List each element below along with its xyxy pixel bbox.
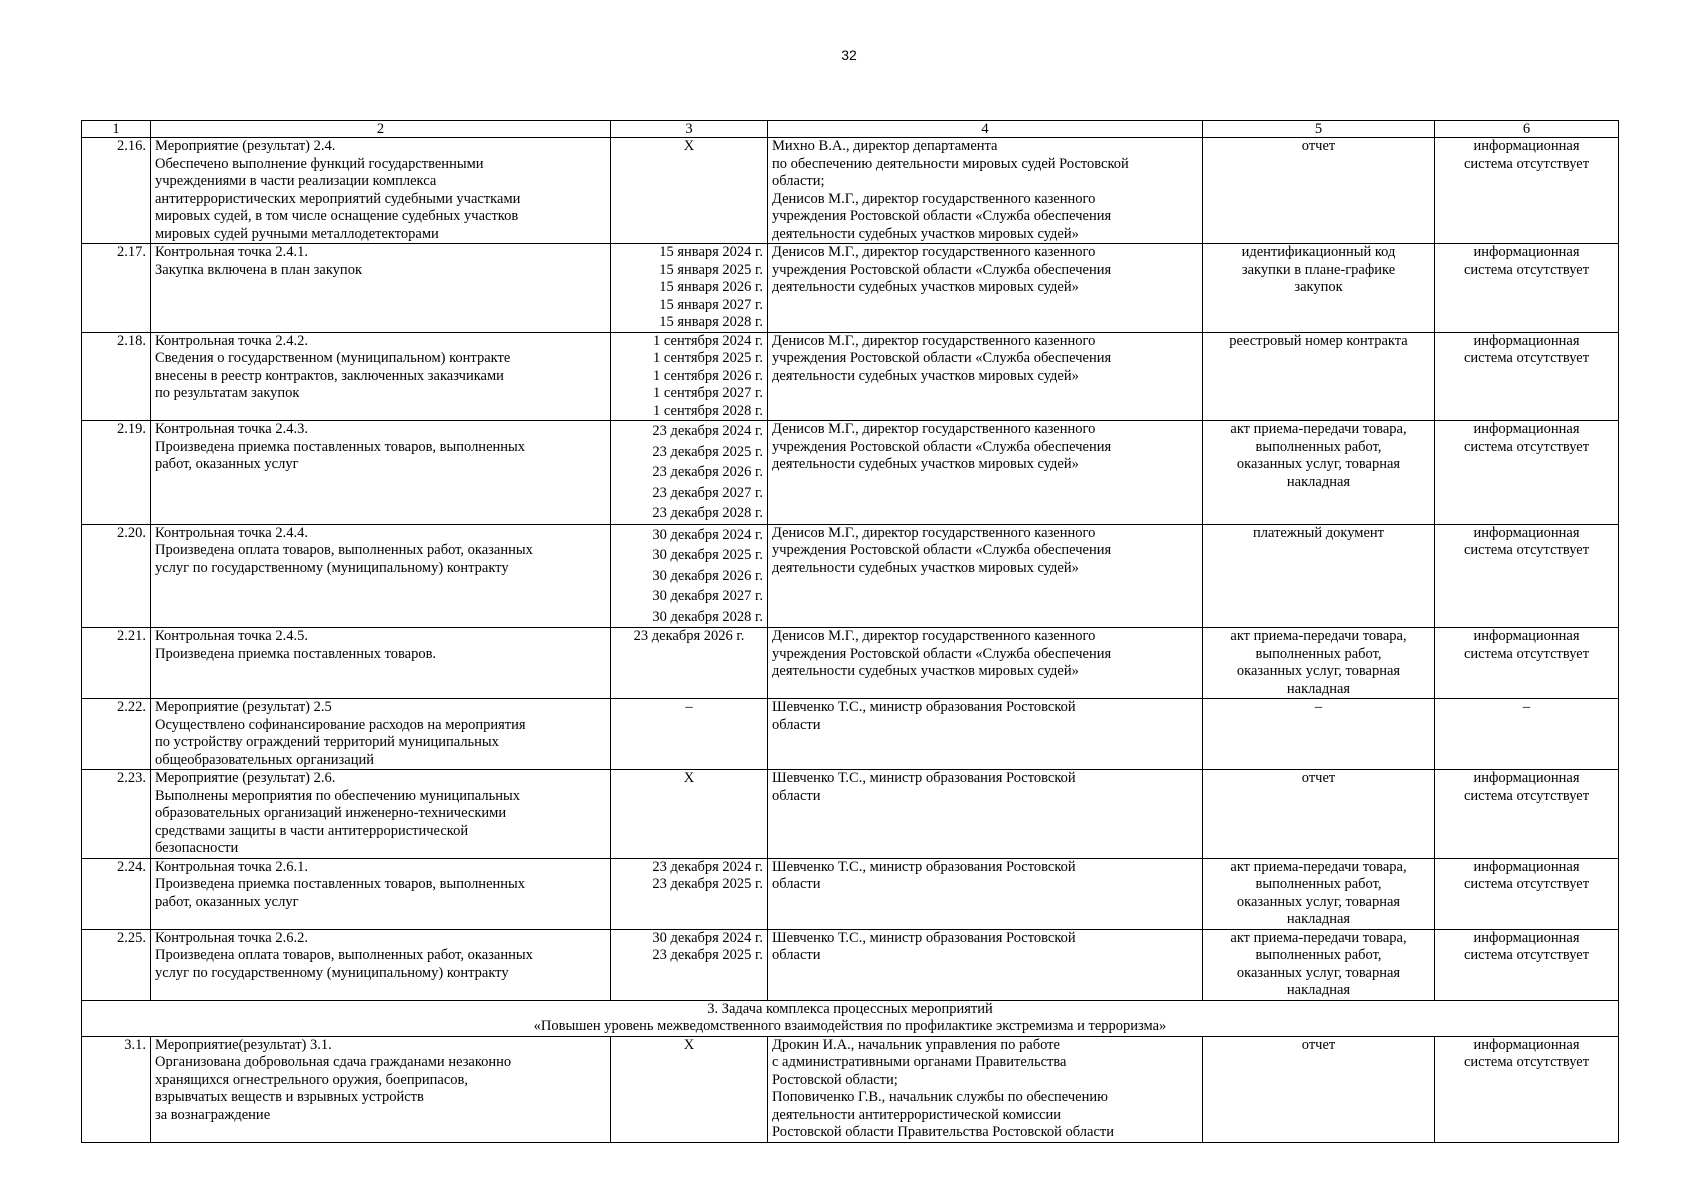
cell-line: Денисов М.Г., директор государственного казенного bbox=[772, 421, 1096, 437]
row-number-cell: 2.18. bbox=[82, 332, 151, 421]
cell-line: 15 января 2025 г. bbox=[659, 261, 763, 278]
document-cell bbox=[1203, 332, 1435, 421]
cell-line: Осуществлено софинансирование расходов на мероприятия bbox=[155, 716, 526, 733]
date-cell bbox=[611, 421, 768, 525]
cell-line: 3. Задача комплекса процессных мероприятий bbox=[707, 1000, 993, 1017]
document-cell bbox=[1203, 138, 1435, 244]
table-row bbox=[82, 628, 1619, 699]
description-cell bbox=[151, 421, 611, 525]
cell-line: отчет bbox=[1301, 1036, 1336, 1053]
table-row bbox=[82, 524, 1619, 628]
table-body bbox=[82, 121, 1619, 1143]
column-header: 1 bbox=[82, 121, 151, 138]
cell-line: Контрольная точка 2.6.1. bbox=[155, 858, 308, 875]
table-row bbox=[82, 332, 1619, 421]
cell-line: Шевченко Т.С., министр образования Ростовской bbox=[772, 699, 1076, 715]
page-number: 32 bbox=[841, 47, 857, 63]
cell-line: Денисов М.Г., директор государственного казенного bbox=[772, 332, 1096, 349]
row-number-cell: 2.16. bbox=[82, 138, 151, 244]
cell-line: – bbox=[1522, 699, 1531, 715]
cell-line: накладная bbox=[1286, 680, 1351, 697]
cell-line: оказанных услуг, товарная bbox=[1236, 893, 1401, 910]
info-system-cell bbox=[1435, 421, 1619, 525]
cell-line: мировых судей, в том числе оснащение судебных участков bbox=[155, 208, 519, 224]
cell-line: учреждения Ростовской области «Служба обеспечения bbox=[772, 542, 1112, 558]
cell-line: идентификационный код bbox=[1241, 244, 1396, 260]
cell-line: выполненных работ, bbox=[1255, 438, 1382, 455]
cell-line: 15 января 2024 г. bbox=[659, 244, 763, 260]
row-number-cell: 2.19. bbox=[82, 421, 151, 525]
cell-line: 1 сентября 2025 г. bbox=[653, 350, 763, 366]
date-cell bbox=[611, 858, 768, 929]
cell-line: по устройству ограждений территорий муниципальных bbox=[155, 734, 499, 750]
cell-line: учреждения Ростовской области «Служба обеспечения bbox=[772, 208, 1112, 224]
document-cell bbox=[1203, 421, 1435, 525]
cell-line: система отсутствует bbox=[1463, 350, 1590, 366]
cell-line: закупок bbox=[1294, 279, 1343, 295]
cell-line: Денисов М.Г., директор государственного казенного bbox=[772, 628, 1096, 644]
info-system-cell bbox=[1435, 929, 1619, 1000]
cell-line: – bbox=[685, 699, 693, 715]
cell-line: оказанных услуг, товарная bbox=[1236, 964, 1401, 981]
row-number-cell: 2.22. bbox=[82, 699, 151, 770]
cell-line: система отсутствует bbox=[1463, 947, 1590, 963]
cell-line: информационная bbox=[1473, 858, 1580, 875]
cell-line: деятельности судебных участков мировых судей» bbox=[772, 456, 1079, 472]
cell-line: 30 декабря 2028 г. bbox=[652, 608, 763, 625]
cell-line: оказанных услуг, товарная bbox=[1236, 456, 1401, 472]
cell-line: 1 сентября 2024 г. bbox=[653, 332, 763, 349]
cell-line: 23 декабря 2025 г. bbox=[652, 876, 763, 892]
cell-line: акт приема-передачи товара, bbox=[1230, 858, 1407, 875]
info-system-cell bbox=[1435, 699, 1619, 770]
cell-line: X bbox=[683, 770, 695, 786]
cell-line: услуг по государственному (муниципальному) контракту bbox=[155, 559, 509, 576]
cell-line: Денисов М.Г., директор государственного казенного bbox=[772, 244, 1096, 260]
cell-line: Произведена приемка поставленных товаров, выполненных bbox=[155, 876, 526, 892]
cell-line: работ, оказанных услуг bbox=[155, 893, 299, 910]
cell-line: 23 декабря 2025 г. bbox=[652, 947, 763, 963]
cell-line: 15 января 2026 г. bbox=[659, 279, 763, 295]
cell-line: услуг по государственному (муниципальному) контракту bbox=[155, 964, 509, 981]
document-cell bbox=[1203, 244, 1435, 333]
cell-line: с административными органами Правительства bbox=[772, 1054, 1067, 1070]
cell-line: система отсутствует bbox=[1463, 155, 1590, 172]
responsible-cell bbox=[768, 1036, 1203, 1142]
description-cell bbox=[151, 929, 611, 1000]
cell-line: Шевченко Т.С., министр образования Ростовской bbox=[772, 929, 1076, 946]
info-system-cell bbox=[1435, 628, 1619, 699]
cell-line: накладная bbox=[1286, 911, 1351, 927]
cell-line: Шевченко Т.С., министр образования Ростовской bbox=[772, 858, 1076, 875]
cell-line: области bbox=[772, 716, 821, 733]
document-cell bbox=[1203, 770, 1435, 859]
table-row bbox=[82, 770, 1619, 859]
responsible-cell bbox=[768, 699, 1203, 770]
cell-line: мировых судей ручными металлодетекторами bbox=[155, 225, 439, 242]
row-number-cell: 2.25. bbox=[82, 929, 151, 1000]
cell-line: деятельности антитеррористической комиссии bbox=[772, 1106, 1062, 1123]
cell-line: Мероприятие(результат) 3.1. bbox=[155, 1036, 332, 1053]
date-cell bbox=[611, 699, 768, 770]
cell-line: отчет bbox=[1301, 770, 1336, 786]
document-cell bbox=[1203, 1036, 1435, 1142]
cell-line: Произведена оплата товаров, выполненных работ, оказанных bbox=[155, 542, 533, 558]
cell-line: деятельности судебных участков мировых судей» bbox=[772, 663, 1079, 679]
cell-line: Контрольная точка 2.4.3. bbox=[155, 421, 308, 437]
cell-line: за вознаграждение bbox=[155, 1106, 271, 1123]
cell-line: Произведена оплата товаров, выполненных работ, оказанных bbox=[155, 947, 533, 963]
cell-line: антитеррористических мероприятий судебными участками bbox=[155, 190, 521, 207]
cell-line: Выполнены мероприятия по обеспечению муниципальных bbox=[155, 787, 520, 804]
cell-line: накладная bbox=[1286, 982, 1351, 998]
table-row bbox=[82, 244, 1619, 333]
column-header: 3 bbox=[611, 121, 768, 138]
responsible-cell bbox=[768, 770, 1203, 859]
cell-line: Контрольная точка 2.4.4. bbox=[155, 524, 308, 541]
responsible-cell bbox=[768, 628, 1203, 699]
cell-line: система отсутствует bbox=[1463, 1054, 1590, 1070]
cell-line: взрывчатых веществ и взрывных устройств bbox=[155, 1089, 424, 1105]
responsible-cell bbox=[768, 421, 1203, 525]
cell-line: 23 декабря 2026 г. bbox=[633, 628, 745, 644]
section-heading-row bbox=[82, 1000, 1619, 1036]
responsible-cell bbox=[768, 524, 1203, 628]
cell-line: X bbox=[683, 1036, 695, 1053]
cell-line: безопасности bbox=[155, 840, 239, 856]
cell-line: Организована добровольная сдача гражданами незаконно bbox=[155, 1054, 512, 1070]
cell-line: «Повышен уровень межведомственного взаимодействия по профилактике экстремизма и терроризма» bbox=[533, 1018, 1167, 1034]
cell-line: учреждениями в части реализации комплекса bbox=[155, 173, 437, 189]
cell-line: закупки в плане-графике bbox=[1241, 261, 1396, 278]
cell-line: Шевченко Т.С., министр образования Ростовской bbox=[772, 770, 1076, 786]
cell-line: информационная bbox=[1473, 421, 1580, 437]
cell-line: внесены в реестр контрактов, заключенных заказчиками bbox=[155, 367, 504, 384]
cell-line: Ростовской области Правительства Ростовской области bbox=[772, 1124, 1115, 1140]
cell-line: 1 сентября 2028 г. bbox=[653, 402, 763, 419]
cell-line: система отсутствует bbox=[1463, 787, 1590, 804]
cell-line: выполненных работ, bbox=[1255, 645, 1382, 662]
cell-line: Произведена приемка поставленных товаров, выполненных bbox=[155, 438, 526, 455]
cell-line: реестровый номер контракта bbox=[1229, 332, 1408, 349]
cell-line: по результатам закупок bbox=[155, 385, 300, 401]
cell-line: система отсутствует bbox=[1463, 645, 1590, 662]
cell-line: 15 января 2028 г. bbox=[659, 314, 763, 330]
table-row bbox=[82, 1036, 1619, 1142]
description-cell bbox=[151, 699, 611, 770]
cell-line: 1 сентября 2026 г. bbox=[653, 367, 763, 384]
cell-line: образовательных организаций инженерно-техническими bbox=[155, 805, 507, 821]
column-header: 2 bbox=[151, 121, 611, 138]
cell-line: Поповиченко Г.В., начальник службы по обеспечению bbox=[772, 1089, 1108, 1105]
cell-line: акт приема-передачи товара, bbox=[1230, 421, 1407, 437]
info-system-cell bbox=[1435, 244, 1619, 333]
cell-line: Михно В.А., директор департамента bbox=[772, 138, 998, 154]
cell-line: информационная bbox=[1473, 524, 1580, 541]
cell-line: Ростовской области; bbox=[772, 1071, 898, 1088]
cell-line: учреждения Ростовской области «Служба обеспечения bbox=[772, 645, 1112, 662]
cell-line: информационная bbox=[1473, 138, 1580, 154]
document-cell bbox=[1203, 699, 1435, 770]
date-cell bbox=[611, 332, 768, 421]
cell-line: 30 декабря 2027 г. bbox=[652, 588, 763, 604]
description-cell bbox=[151, 244, 611, 333]
cell-line: Контрольная точка 2.4.2. bbox=[155, 332, 308, 349]
cell-line: учреждения Ростовской области «Служба обеспечения bbox=[772, 350, 1112, 366]
cell-line: система отсутствует bbox=[1463, 438, 1590, 455]
info-system-cell bbox=[1435, 332, 1619, 421]
cell-line: Дрокин И.А., начальник управления по работе bbox=[772, 1036, 1060, 1053]
cell-line: 23 декабря 2024 г. bbox=[652, 858, 763, 875]
cell-line: области bbox=[772, 947, 821, 963]
date-cell bbox=[611, 138, 768, 244]
cell-line: хранящихся огнестрельного оружия, боеприпасов, bbox=[155, 1071, 468, 1088]
cell-line: учреждения Ростовской области «Служба обеспечения bbox=[772, 438, 1112, 455]
cell-line: деятельности судебных участков мировых судей» bbox=[772, 367, 1079, 384]
cell-line: Контрольная точка 2.6.2. bbox=[155, 929, 308, 946]
table-row bbox=[82, 929, 1619, 1000]
cell-line: области bbox=[772, 876, 821, 892]
column-number-header-row bbox=[82, 121, 1619, 138]
cell-line: Мероприятие (результат) 2.4. bbox=[155, 138, 336, 154]
responsible-cell bbox=[768, 858, 1203, 929]
cell-line: система отсутствует bbox=[1463, 261, 1590, 278]
info-system-cell bbox=[1435, 858, 1619, 929]
cell-line: платежный документ bbox=[1253, 524, 1384, 541]
cell-line: Произведена приемка поставленных товаров. bbox=[155, 645, 437, 662]
cell-line: информационная bbox=[1473, 332, 1580, 349]
table-row bbox=[82, 421, 1619, 525]
plan-table bbox=[81, 120, 1619, 1143]
cell-line: общеобразовательных организаций bbox=[155, 751, 374, 768]
description-cell bbox=[151, 138, 611, 244]
cell-line: выполненных работ, bbox=[1255, 876, 1382, 892]
responsible-cell bbox=[768, 332, 1203, 421]
section-heading bbox=[82, 1000, 1619, 1036]
cell-line: 23 декабря 2028 г. bbox=[652, 505, 763, 521]
cell-line: 23 декабря 2027 г. bbox=[652, 484, 763, 501]
row-number-cell: 2.24. bbox=[82, 858, 151, 929]
row-number-cell: 2.23. bbox=[82, 770, 151, 859]
description-cell bbox=[151, 858, 611, 929]
column-header: 5 bbox=[1203, 121, 1435, 138]
cell-line: Денисов М.Г., директор государственного казенного bbox=[772, 524, 1096, 541]
cell-line: акт приема-передачи товара, bbox=[1230, 929, 1407, 946]
row-number-cell: 2.20. bbox=[82, 524, 151, 628]
description-cell bbox=[151, 628, 611, 699]
date-cell bbox=[611, 929, 768, 1000]
cell-line: работ, оказанных услуг bbox=[155, 456, 299, 472]
table-row bbox=[82, 699, 1619, 770]
info-system-cell bbox=[1435, 524, 1619, 628]
column-header: 6 bbox=[1435, 121, 1619, 138]
table-row bbox=[82, 138, 1619, 244]
date-cell bbox=[611, 1036, 768, 1142]
document-cell bbox=[1203, 628, 1435, 699]
description-cell bbox=[151, 332, 611, 421]
info-system-cell bbox=[1435, 770, 1619, 859]
document-cell bbox=[1203, 929, 1435, 1000]
cell-line: по обеспечению деятельности мировых судей Ростовской bbox=[772, 155, 1129, 172]
cell-line: 30 декабря 2024 г. bbox=[652, 526, 763, 543]
description-cell bbox=[151, 1036, 611, 1142]
cell-line: система отсутствует bbox=[1463, 542, 1590, 558]
cell-line: информационная bbox=[1473, 929, 1580, 946]
responsible-cell bbox=[768, 138, 1203, 244]
cell-line: информационная bbox=[1473, 628, 1580, 644]
cell-line: 30 декабря 2024 г. bbox=[652, 929, 763, 946]
description-cell bbox=[151, 770, 611, 859]
cell-line: 30 декабря 2025 г. bbox=[652, 547, 763, 563]
date-cell bbox=[611, 628, 768, 699]
cell-line: акт приема-передачи товара, bbox=[1230, 628, 1407, 644]
cell-line: – bbox=[1314, 699, 1323, 715]
cell-line: 15 января 2027 г. bbox=[659, 296, 763, 313]
cell-line: 1 сентября 2027 г. bbox=[653, 385, 763, 401]
cell-line: 23 декабря 2025 г. bbox=[652, 443, 763, 460]
cell-line: деятельности судебных участков мировых судей» bbox=[772, 559, 1079, 576]
cell-line: оказанных услуг, товарная bbox=[1236, 663, 1401, 679]
cell-line: учреждения Ростовской области «Служба обеспечения bbox=[772, 261, 1112, 278]
date-cell bbox=[611, 524, 768, 628]
description-cell bbox=[151, 524, 611, 628]
date-cell bbox=[611, 244, 768, 333]
cell-line: отчет bbox=[1301, 138, 1336, 154]
date-cell bbox=[611, 770, 768, 859]
column-header: 4 bbox=[768, 121, 1203, 138]
document-cell bbox=[1203, 524, 1435, 628]
cell-line: средствами защиты в части антитеррористической bbox=[155, 822, 469, 839]
cell-line: 23 декабря 2026 г. bbox=[652, 464, 763, 480]
cell-line: деятельности судебных участков мировых судей» bbox=[772, 279, 1079, 295]
cell-line: выполненных работ, bbox=[1255, 947, 1382, 963]
row-number-cell: 2.17. bbox=[82, 244, 151, 333]
cell-line: Контрольная точка 2.4.5. bbox=[155, 628, 308, 644]
cell-line: 23 декабря 2024 г. bbox=[652, 423, 763, 439]
cell-line: система отсутствует bbox=[1463, 876, 1590, 892]
cell-line: области; bbox=[772, 173, 825, 189]
cell-line: Мероприятие (результат) 2.6. bbox=[155, 770, 336, 786]
row-number-cell: 3.1. bbox=[82, 1036, 151, 1142]
cell-line: Обеспечено выполнение функций государственными bbox=[155, 155, 484, 172]
cell-line: Закупка включена в план закупок bbox=[155, 261, 362, 278]
cell-line: информационная bbox=[1473, 1036, 1580, 1053]
table-row bbox=[82, 858, 1619, 929]
cell-line: Контрольная точка 2.4.1. bbox=[155, 244, 308, 260]
document-cell bbox=[1203, 858, 1435, 929]
cell-line: Сведения о государственном (муниципальном) контракте bbox=[155, 350, 511, 366]
info-system-cell bbox=[1435, 1036, 1619, 1142]
cell-line: X bbox=[683, 138, 695, 154]
cell-line: деятельности судебных участков мировых судей» bbox=[772, 225, 1079, 242]
cell-line: области bbox=[772, 787, 821, 804]
info-system-cell bbox=[1435, 138, 1619, 244]
responsible-cell bbox=[768, 929, 1203, 1000]
cell-line: Денисов М.Г., директор государственного казенного bbox=[772, 190, 1096, 207]
cell-line: накладная bbox=[1286, 473, 1351, 490]
row-number-cell: 2.21. bbox=[82, 628, 151, 699]
responsible-cell bbox=[768, 244, 1203, 333]
cell-line: информационная bbox=[1473, 770, 1580, 786]
cell-line: Мероприятие (результат) 2.5 bbox=[155, 699, 332, 715]
cell-line: информационная bbox=[1473, 244, 1580, 260]
cell-line: 30 декабря 2026 г. bbox=[652, 567, 763, 584]
